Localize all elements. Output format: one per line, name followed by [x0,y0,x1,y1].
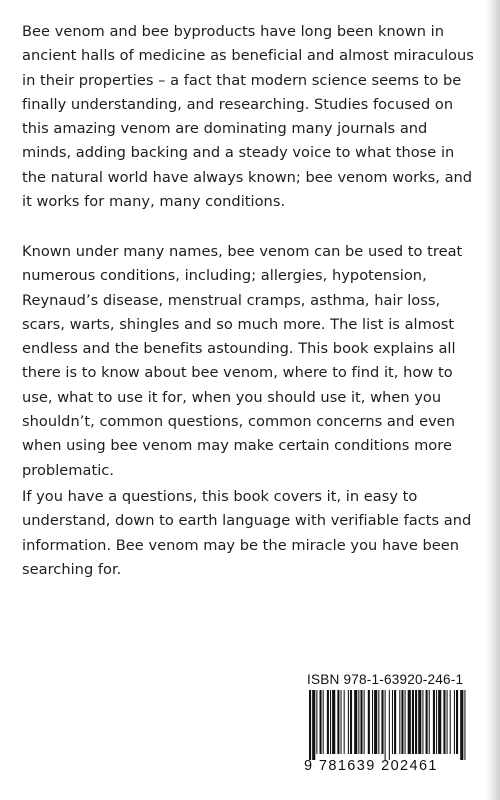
barcode-bar [372,690,373,754]
barcode-bar [443,690,445,754]
barcode-bar [405,690,406,754]
barcode-bar [401,690,403,754]
barcode-bar [389,690,390,760]
barcode-bar [360,690,362,754]
barcode-bar [354,690,357,754]
barcode-digits: 9 781639 202461 [304,758,438,774]
barcode-bar [408,690,411,754]
barcode-bar [454,690,455,754]
barcode-bar [438,690,441,754]
barcode-bar [385,690,386,760]
barcode-bar [394,690,396,754]
barcode-bar [323,690,324,754]
barcode-bar [460,690,463,760]
barcode-bar [381,690,383,754]
barcode-bar [450,690,451,754]
barcode-bar [327,690,329,754]
barcode-bar [412,690,414,754]
barcode-bar [332,690,335,754]
barcode-bars [307,690,469,760]
barcode-bar [350,690,352,754]
barcode-bar [348,690,349,754]
barcode-bar [358,690,359,754]
barcode-bar [426,690,428,754]
blurb-paragraph-3: If you have a questions, this book covers it, in easy to understand, down to earth language with verifiable facts and information. Bee venom may be the miracle you have been searching for. [22,488,472,578]
barcode-bar [374,690,377,754]
barcode-bar [433,690,435,754]
isbn-label: ISBN 978-1-63920-246-1 [307,672,464,687]
barcode-bar [337,690,339,754]
blurb-paragraph-2: Known under many names, bee venom can be used to treat numerous conditions, including; allergies, hypotension, Reynaud’s disease, menstrual cramps, asthma, hair loss, scars, warts, shingles and so much more. The list is almost endless and the benefits astounding. This book explains all there is to know about bee venom, where to find it, how to use, what to use it for, when you should use it, when you shouldn’t, common questions, common concerns and even when using bee venom may make certain conditions more problematic. [22,243,463,479]
barcode-bar [368,690,370,754]
barcode-bar [309,690,311,760]
barcode-bar [341,690,342,754]
barcode-bar [320,690,322,754]
barcode-bar [422,690,423,754]
barcode-bar [364,690,365,754]
barcode-bar [399,690,400,754]
barcode-bar [436,690,437,754]
barcode-bar [330,690,331,754]
barcode-bar [392,690,393,754]
barcode-bar [429,690,430,754]
blurb-paragraph-1: Bee venom and bee byproducts have long been known in ancient halls of medicine as beneficial and almost miraculous in their properties – a fact that modern science seems to be finally understanding, and researching. Studies focused on this amazing venom are dominating many journals and minds, adding backing and a steady voice to what those in the natural world have always known; bee venom works, and it works for many, many conditions. [22,23,474,211]
barcode-bar [344,690,345,754]
barcode-bar [316,690,317,754]
barcode-bar [418,690,421,754]
isbn-barcode-block [304,672,472,778]
barcode-bar [464,690,465,760]
barcode-bar [456,690,458,754]
barcode-bar [415,690,417,754]
barcode-bar [378,690,379,754]
barcode-bar [312,690,315,760]
barcode-bar [447,690,448,754]
cover-edge-shadow [486,0,500,800]
